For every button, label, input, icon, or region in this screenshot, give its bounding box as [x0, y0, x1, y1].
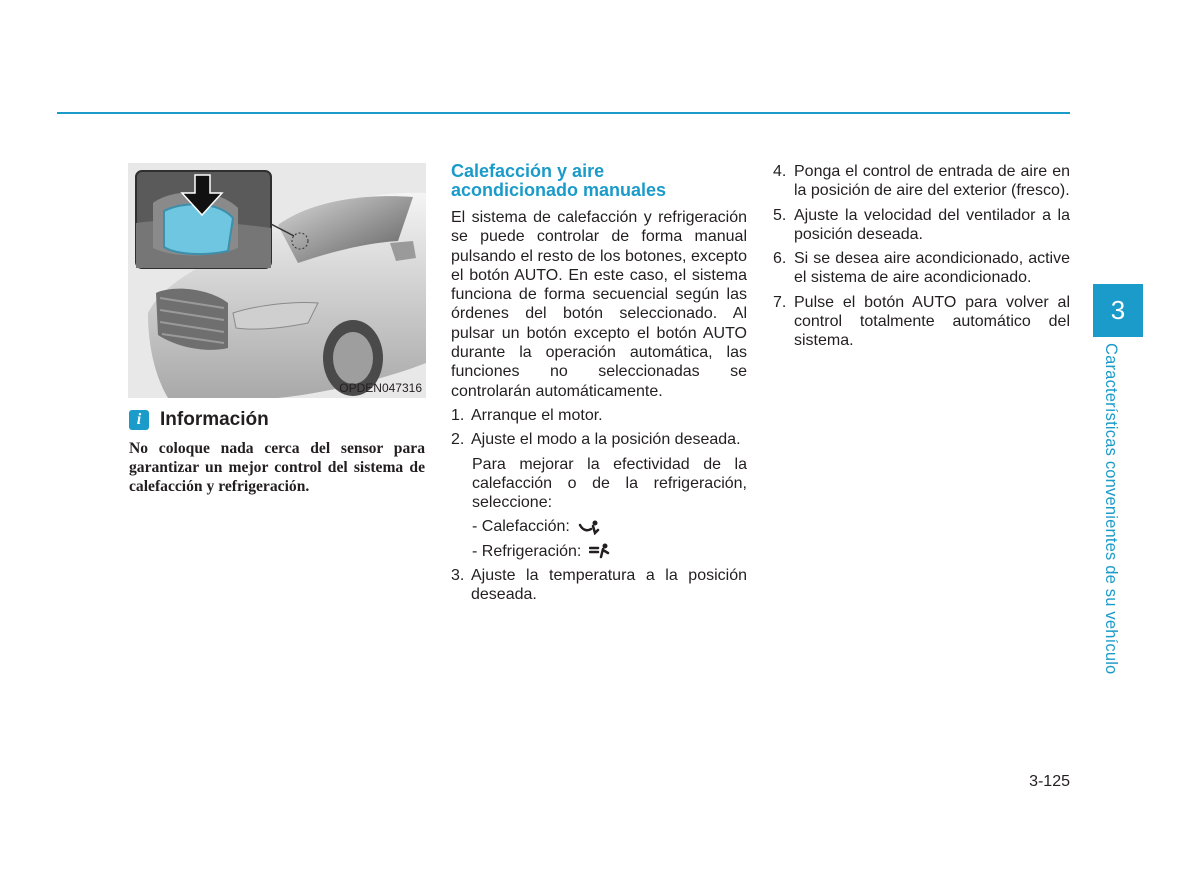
chapter-tab: 3: [1093, 284, 1143, 337]
section-title-line2: acondicionado manuales: [451, 180, 667, 200]
step-text: Pulse el botón AUTO para volver al control totalmente automático del sistema.: [794, 293, 1070, 350]
car-illustration: [128, 163, 426, 398]
step-2-note: Para mejorar la efectividad de la calefacción o de la refrigeración, seleccione:: [472, 455, 747, 512]
chapter-label: [1098, 343, 1122, 673]
heating-option: [472, 517, 747, 536]
step-1: [451, 406, 747, 425]
step-number: 6.: [773, 250, 787, 268]
step-number: 5.: [773, 206, 787, 224]
header-rule: [57, 112, 1070, 114]
step-text: Ajuste la temperatura a la posición deseada.: [471, 567, 747, 604]
section-intro: El sistema de calefacción y refrigeración se puede controlar de forma manual pulsando el resto de los botones, excepto el botón AUTO. En este caso, el sistema funciona de forma secuencial según las órdenes del botón seleccionado. Al pulsar un botón excepto el botón AUTO durante la operación automática, las funciones no seleccionadas se controlarán automáticamente.: [451, 209, 747, 400]
step-number: 2.: [451, 431, 465, 449]
face-vent-icon: [589, 543, 611, 559]
section-title: [451, 162, 747, 200]
step-text: Arranque el motor.: [471, 406, 603, 424]
info-header: [129, 409, 269, 431]
step-text: Ajuste la velocidad del ventilador a la posición deseada.: [794, 206, 1070, 243]
cooling-label: - Refrigeración:: [472, 542, 582, 560]
page-number: 3-125: [1029, 773, 1070, 790]
step-3: [451, 566, 747, 605]
step-4: [773, 162, 1070, 201]
step-2-details: [472, 455, 747, 561]
floor-vent-icon: [578, 519, 600, 535]
right-column: [773, 162, 1070, 356]
cooling-option: [472, 542, 747, 561]
step-text: Ajuste el modo a la posición deseada.: [471, 431, 741, 449]
middle-column: [451, 162, 747, 610]
step-text: Ponga el control de entrada de aire en la posición de aire del exterior (fresco).: [794, 163, 1070, 200]
step-number: 1.: [451, 406, 465, 424]
step-7: [773, 293, 1070, 351]
heating-label: - Calefacción:: [472, 518, 570, 536]
chapter-label-text: Características convenientes de su vehículo: [1102, 343, 1120, 675]
figure-code: OPDEN047316: [339, 381, 422, 395]
info-title: Información: [160, 409, 269, 430]
step-text: Si se desea aire acondicionado, active el sistema de aire acondicionado.: [794, 250, 1070, 287]
info-paragraph: No coloque nada cerca del sensor para garantizar un mejor control del sistema de calefacción y refrigeración.: [129, 440, 425, 495]
step-2: [451, 430, 747, 449]
info-text: [129, 439, 425, 496]
car-sensor-figure: [128, 163, 426, 398]
step-number: 3.: [451, 567, 465, 585]
section-title-line1: Calefacción y aire: [451, 161, 605, 181]
info-icon: i: [129, 410, 149, 430]
step-number: 4.: [773, 163, 787, 180]
step-5: [773, 206, 1070, 245]
step-number: 7.: [773, 293, 787, 311]
step-6: [773, 249, 1070, 288]
